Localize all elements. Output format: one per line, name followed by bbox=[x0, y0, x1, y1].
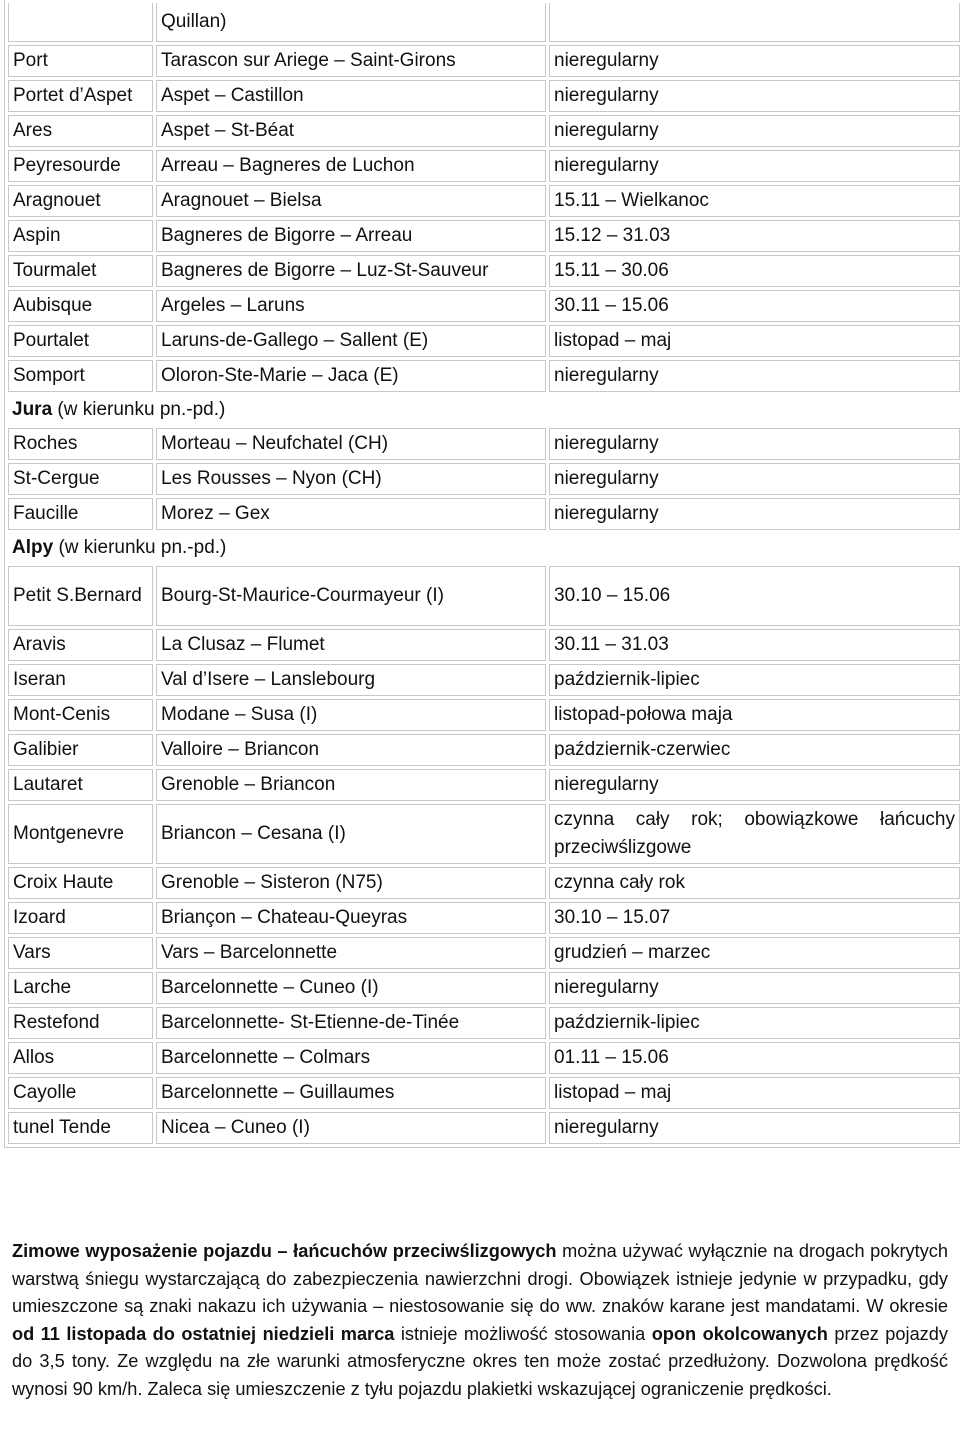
section-header bbox=[8, 533, 960, 563]
pass-cell: Lautaret bbox=[8, 769, 153, 801]
pass-cell: Peyresourde bbox=[8, 150, 153, 182]
route-cell: Tarascon sur Ariege – Saint-Girons bbox=[156, 45, 546, 77]
pass-cell: Allos bbox=[8, 1042, 153, 1074]
route-cell: Aspet – Castillon bbox=[156, 80, 546, 112]
table-row bbox=[8, 769, 960, 801]
route-cell: Laruns-de-Gallego – Sallent (E) bbox=[156, 325, 546, 357]
period-cell: 15.11 – Wielkanoc bbox=[549, 185, 960, 217]
mountain-passes-table bbox=[4, 0, 960, 1148]
period-cell: nieregularny bbox=[549, 80, 960, 112]
table-row bbox=[8, 1077, 960, 1109]
period-cell: 30.10 – 15.06 bbox=[549, 566, 960, 626]
section-subtitle: (w kierunku pn.-pd.) bbox=[52, 399, 226, 420]
pass-cell: Croix Haute bbox=[8, 867, 153, 899]
table-row bbox=[8, 185, 960, 217]
table-row bbox=[8, 498, 960, 530]
period-cell: nieregularny bbox=[549, 115, 960, 147]
table-row bbox=[8, 1042, 960, 1074]
route-cell: Modane – Susa (I) bbox=[156, 699, 546, 731]
section-header bbox=[8, 395, 960, 425]
period-cell: nieregularny bbox=[549, 150, 960, 182]
period-cell: nieregularny bbox=[549, 45, 960, 77]
pass-cell: Tourmalet bbox=[8, 255, 153, 287]
table-row bbox=[8, 428, 960, 460]
table-row bbox=[8, 463, 960, 495]
pass-cell: Galibier bbox=[8, 734, 153, 766]
pass-cell: Aravis bbox=[8, 629, 153, 661]
period-cell: październik-czerwiec bbox=[549, 734, 960, 766]
table-row bbox=[8, 664, 960, 696]
table-row bbox=[8, 115, 960, 147]
pass-cell: Pourtalet bbox=[8, 325, 153, 357]
pass-cell: St-Cergue bbox=[8, 463, 153, 495]
note-bold-1: Zimowe wyposażenie pojazdu – łańcuchów przeciwślizgowych bbox=[12, 1241, 557, 1261]
route-cell: Barcelonnette – Colmars bbox=[156, 1042, 546, 1074]
route-cell: Argeles – Laruns bbox=[156, 290, 546, 322]
period-cell: grudzień – marzec bbox=[549, 937, 960, 969]
route-cell: Barcelonnette – Cuneo (I) bbox=[156, 972, 546, 1004]
table-row bbox=[8, 325, 960, 357]
pass-cell: Restefond bbox=[8, 1007, 153, 1039]
period-cell: październik-lipiec bbox=[549, 1007, 960, 1039]
pass-cell: Ares bbox=[8, 115, 153, 147]
route-cell: Aspet – St-Béat bbox=[156, 115, 546, 147]
route-cell: Bagneres de Bigorre – Luz-St-Sauveur bbox=[156, 255, 546, 287]
period-cell: czynna cały rok bbox=[549, 867, 960, 899]
pass-cell: Somport bbox=[8, 360, 153, 392]
table-row bbox=[8, 360, 960, 392]
table-row bbox=[8, 3, 960, 42]
period-cell: nieregularny bbox=[549, 769, 960, 801]
route-cell: Briançon – Chateau-Queyras bbox=[156, 902, 546, 934]
pass-cell: Larche bbox=[8, 972, 153, 1004]
pass-cell: Aubisque bbox=[8, 290, 153, 322]
table-row bbox=[8, 867, 960, 899]
period-cell: nieregularny bbox=[549, 972, 960, 1004]
note-bold-2: od 11 listopada do ostatniej niedzieli marca bbox=[12, 1323, 395, 1344]
route-cell: Aragnouet – Bielsa bbox=[156, 185, 546, 217]
pass-cell: Vars bbox=[8, 937, 153, 969]
route-cell: Bagneres de Bigorre – Arreau bbox=[156, 220, 546, 252]
period-cell: nieregularny bbox=[549, 1112, 960, 1144]
route-cell: Vars – Barcelonnette bbox=[156, 937, 546, 969]
route-cell: Barcelonnette – Guillaumes bbox=[156, 1077, 546, 1109]
pass-cell bbox=[8, 3, 153, 42]
route-cell: Grenoble – Sisteron (N75) bbox=[156, 867, 546, 899]
route-cell: Val d’Isere – Lanslebourg bbox=[156, 664, 546, 696]
period-cell: nieregularny bbox=[549, 498, 960, 530]
section-name: Jura bbox=[12, 399, 53, 420]
period-cell: 01.11 – 15.06 bbox=[549, 1042, 960, 1074]
note-text-3: przez pojazdy do 3,5 tony. Ze względu na złe warunki atmosferyczne okres ten może zostać przedłużony. Dozwolona prędkość wynosi 90 km/h. Zaleca się umieszczenie z tyłu pojazdu plakietki wskazującej ograniczenie prędkości. bbox=[12, 1323, 948, 1399]
pass-cell: Montgenevre bbox=[8, 804, 153, 864]
pass-cell: Mont-Cenis bbox=[8, 699, 153, 731]
table-row bbox=[8, 937, 960, 969]
table-row bbox=[8, 566, 960, 626]
section-name: Alpy bbox=[12, 537, 54, 558]
route-cell: Barcelonnette- St-Etienne-de-Tinée bbox=[156, 1007, 546, 1039]
pass-cell: Petit S.Bernard bbox=[8, 566, 153, 626]
pass-cell: Portet d’Aspet bbox=[8, 80, 153, 112]
period-cell: październik-lipiec bbox=[549, 664, 960, 696]
pass-cell: Port bbox=[8, 45, 153, 77]
pass-cell: Roches bbox=[8, 428, 153, 460]
table-row bbox=[8, 734, 960, 766]
note-bold-3: opon okolcowanych bbox=[651, 1323, 828, 1344]
table-row bbox=[8, 220, 960, 252]
note-text-2: istnieje możliwość stosowania bbox=[394, 1323, 652, 1344]
period-cell: czynna cały rok; obowiązkowe łańcuchy przeciwślizgowe bbox=[549, 804, 960, 864]
section-header-row bbox=[8, 533, 960, 563]
period-cell: 30.11 – 15.06 bbox=[549, 290, 960, 322]
route-cell: Briancon – Cesana (I) bbox=[156, 804, 546, 864]
period-cell: 15.12 – 31.03 bbox=[549, 220, 960, 252]
period-cell: listopad-połowa maja bbox=[549, 699, 960, 731]
period-cell: listopad – maj bbox=[549, 1077, 960, 1109]
table-row bbox=[8, 80, 960, 112]
route-cell: Morez – Gex bbox=[156, 498, 546, 530]
table-row bbox=[8, 1112, 960, 1144]
period-cell: listopad – maj bbox=[549, 325, 960, 357]
table-row bbox=[8, 629, 960, 661]
table-row bbox=[8, 255, 960, 287]
winter-equipment-note bbox=[12, 1238, 948, 1404]
table-row bbox=[8, 699, 960, 731]
table-row bbox=[8, 972, 960, 1004]
route-cell: Quillan) bbox=[156, 3, 546, 42]
route-cell: Morteau – Neufchatel (CH) bbox=[156, 428, 546, 460]
route-cell: Grenoble – Briancon bbox=[156, 769, 546, 801]
pass-cell: Aragnouet bbox=[8, 185, 153, 217]
table-row bbox=[8, 804, 960, 864]
period-cell: 30.11 – 31.03 bbox=[549, 629, 960, 661]
period-cell: nieregularny bbox=[549, 463, 960, 495]
pass-cell: Faucille bbox=[8, 498, 153, 530]
table-row bbox=[8, 290, 960, 322]
route-cell: Valloire – Briancon bbox=[156, 734, 546, 766]
period-cell bbox=[549, 3, 960, 42]
period-cell: 15.11 – 30.06 bbox=[549, 255, 960, 287]
table-row bbox=[8, 45, 960, 77]
route-cell: Nicea – Cuneo (I) bbox=[156, 1112, 546, 1144]
route-cell: Bourg-St-Maurice-Courmayeur (I) bbox=[156, 566, 546, 626]
table-row bbox=[8, 150, 960, 182]
pass-cell: Cayolle bbox=[8, 1077, 153, 1109]
period-cell: 30.10 – 15.07 bbox=[549, 902, 960, 934]
pass-cell: Iseran bbox=[8, 664, 153, 696]
period-cell: nieregularny bbox=[549, 360, 960, 392]
section-subtitle: (w kierunku pn.-pd.) bbox=[53, 537, 227, 558]
note-text-1: można używać wyłącznie na drogach pokrytych warstwą śniegu wystarczającą do zabezpieczenia nawierzchni drogi. Obowiązek istnieje jedynie w przypadku, gdy umieszczone są znaki nakazu ich używania – niestosowanie się do ww. znaków karane jest mandatami. W okresie bbox=[12, 1241, 948, 1317]
route-cell: Les Rousses – Nyon (CH) bbox=[156, 463, 546, 495]
period-cell: nieregularny bbox=[549, 428, 960, 460]
route-cell: La Clusaz – Flumet bbox=[156, 629, 546, 661]
route-cell: Oloron-Ste-Marie – Jaca (E) bbox=[156, 360, 546, 392]
route-cell: Arreau – Bagneres de Luchon bbox=[156, 150, 546, 182]
section-header-row bbox=[8, 395, 960, 425]
table-row bbox=[8, 1007, 960, 1039]
pass-cell: tunel Tende bbox=[8, 1112, 153, 1144]
pass-cell: Aspin bbox=[8, 220, 153, 252]
pass-cell: Izoard bbox=[8, 902, 153, 934]
table-row bbox=[8, 902, 960, 934]
